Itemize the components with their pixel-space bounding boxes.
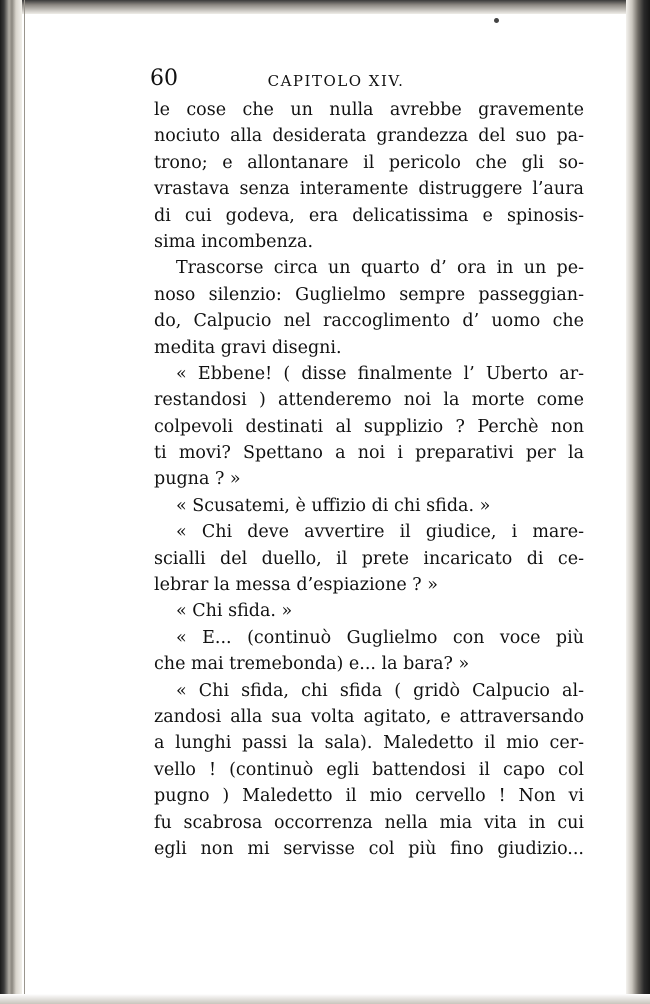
running-head: CAPITOLO XIV. — [267, 72, 405, 90]
text-line: ti movi? Spettano a noi i preparativi per la — [154, 443, 584, 464]
text-line: « Chi sfida. » — [176, 601, 293, 622]
gutter-line — [24, 0, 25, 1004]
text-line: lebrar la messa d’espiazione ? » — [154, 575, 438, 596]
text-line: fu scabrosa occorrenza nella mia vita in cui — [154, 812, 584, 833]
page-right-shadow — [626, 0, 650, 1004]
book-binding-edge — [0, 0, 22, 1004]
text-line: do, Calpucio nel raccoglimento d’ uomo che — [154, 311, 584, 332]
text-line: pugno ) Maledetto il mio cervello ! Non vi — [154, 786, 584, 807]
text-line: « Ebbene! ( disse finalmente l’ Uberto ar- — [176, 363, 584, 384]
text-line: « Chi sfida, chi sfida ( gridò Calpucio al- — [176, 680, 584, 701]
text-line: vrastava senza interamente distruggere l’aura — [154, 179, 584, 200]
text-line: « E... (continuò Guglielmo con voce più — [176, 627, 584, 648]
text-line: egli non mi servisse col più fino giudizio... — [154, 838, 584, 859]
text-line: trono; e allontanare il pericolo che gli so- — [154, 152, 584, 173]
text-line: zandosi alla sua volta agitato, e attraversando — [154, 706, 584, 727]
text-line: « Chi deve avvertire il giudice, i mare- — [176, 522, 584, 543]
text-line: colpevoli destinati al supplizio ? Perchè non — [154, 416, 584, 437]
text-line: « Scusatemi, è uffizio di chi sfida. » — [176, 495, 491, 516]
text-line: di cui godeva, era delicatissima e spinosis- — [154, 205, 584, 226]
text-line: noso silenzio: Guglielmo sempre passeggian- — [154, 284, 584, 305]
body-text — [154, 97, 584, 862]
page-number: 60 — [150, 66, 178, 91]
page-bottom-edge — [0, 994, 650, 1004]
page-top-shadow — [0, 0, 650, 14]
text-line: a lunghi passi la sala). Maledetto il mio cer- — [154, 733, 584, 754]
text-line: scialli del duello, il prete incaricato di ce- — [154, 548, 584, 569]
text-line: medita gravi disegni. — [154, 337, 342, 358]
text-line: nociuto alla desiderata grandezza del suo pa- — [154, 126, 584, 147]
text-line: che mai tremebonda) e... la bara? » — [154, 654, 470, 675]
text-line: restandosi ) attenderemo noi la morte come — [154, 390, 584, 411]
text-line: pugna ? » — [154, 469, 241, 490]
text-line: vello ! (continuò egli battendosi il capo col — [154, 759, 584, 780]
text-line: sima incombenza. — [154, 231, 314, 252]
text-line: Trascorse circa un quarto d’ ora in un pe- — [176, 258, 584, 279]
ink-speck — [494, 18, 499, 23]
text-line: le cose che un nulla avrebbe gravemente — [154, 100, 584, 120]
